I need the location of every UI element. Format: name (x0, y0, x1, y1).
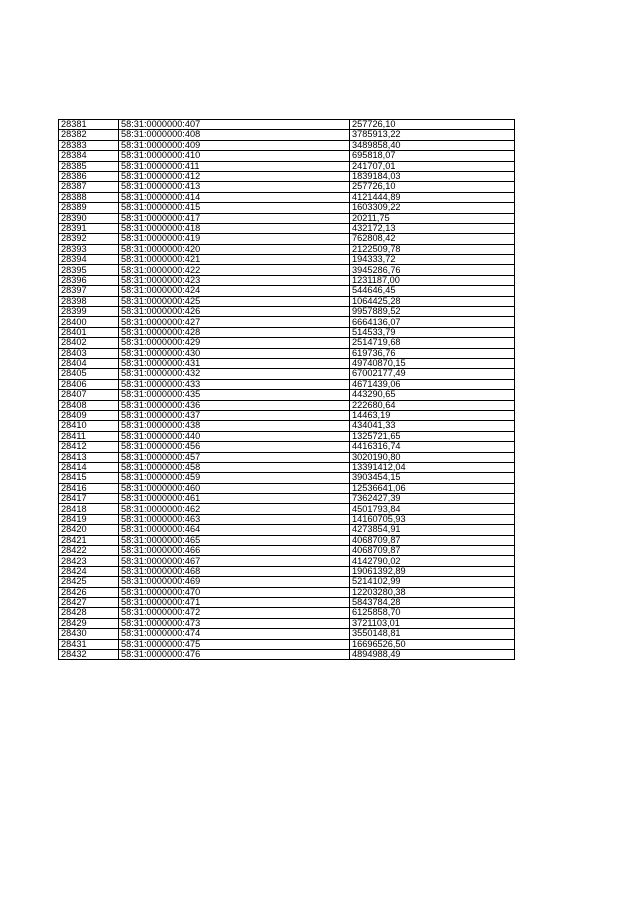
table-row (59, 462, 515, 472)
row-number-cell: 28395 (59, 265, 119, 275)
value-cell: 432172,13 (350, 223, 515, 233)
row-number-cell: 28382 (59, 130, 119, 140)
row-number-cell: 28423 (59, 556, 119, 566)
table-row (59, 203, 515, 213)
value-cell: 4142790,02 (350, 556, 515, 566)
value-cell: 14160705,93 (350, 514, 515, 524)
row-number-cell: 28397 (59, 286, 119, 296)
row-number-cell: 28417 (59, 494, 119, 504)
table-row (59, 161, 515, 171)
table-row (59, 390, 515, 400)
cadastral-number-cell: 58:31:0000000:459 (119, 473, 350, 483)
cadastral-number-cell: 58:31:0000000:462 (119, 504, 350, 514)
table-row (59, 338, 515, 348)
table-row (59, 504, 515, 514)
row-number-cell: 28412 (59, 442, 119, 452)
row-number-cell: 28391 (59, 223, 119, 233)
value-cell: 4894988,49 (350, 649, 515, 659)
cadastral-number-cell: 58:31:0000000:461 (119, 494, 350, 504)
value-cell: 4068709,87 (350, 535, 515, 545)
cadastral-number-cell: 58:31:0000000:408 (119, 130, 350, 140)
value-cell: 6664136,07 (350, 317, 515, 327)
table-row (59, 296, 515, 306)
row-number-cell: 28384 (59, 151, 119, 161)
value-cell: 695818,07 (350, 151, 515, 161)
value-cell: 5214102,99 (350, 577, 515, 587)
table-row (59, 608, 515, 618)
table-row (59, 618, 515, 628)
value-cell: 3785913,22 (350, 130, 515, 140)
row-number-cell: 28428 (59, 608, 119, 618)
row-number-cell: 28381 (59, 120, 119, 130)
row-number-cell: 28383 (59, 140, 119, 150)
row-number-cell: 28426 (59, 587, 119, 597)
table-row (59, 473, 515, 483)
row-number-cell: 28418 (59, 504, 119, 514)
cadastral-number-cell: 58:31:0000000:464 (119, 525, 350, 535)
value-cell: 2122509,78 (350, 244, 515, 254)
table-row (59, 546, 515, 556)
row-number-cell: 28393 (59, 244, 119, 254)
value-cell: 4121444,89 (350, 192, 515, 202)
row-number-cell: 28420 (59, 525, 119, 535)
row-number-cell: 28400 (59, 317, 119, 327)
value-cell: 4273854,91 (350, 525, 515, 535)
value-cell: 194333,72 (350, 255, 515, 265)
row-number-cell: 28413 (59, 452, 119, 462)
table-row (59, 317, 515, 327)
table-row (59, 255, 515, 265)
row-number-cell: 28389 (59, 203, 119, 213)
row-number-cell: 28401 (59, 327, 119, 337)
row-number-cell: 28408 (59, 400, 119, 410)
cadastral-number-cell: 58:31:0000000:425 (119, 296, 350, 306)
table-row (59, 442, 515, 452)
table-row (59, 431, 515, 441)
cadastral-number-cell: 58:31:0000000:471 (119, 597, 350, 607)
value-cell: 3903454,15 (350, 473, 515, 483)
table-row (59, 649, 515, 659)
value-cell: 443290,65 (350, 390, 515, 400)
cadastral-number-cell: 58:31:0000000:414 (119, 192, 350, 202)
row-number-cell: 28388 (59, 192, 119, 202)
value-cell: 241707,01 (350, 161, 515, 171)
value-cell: 257726,10 (350, 182, 515, 192)
cadastral-number-cell: 58:31:0000000:422 (119, 265, 350, 275)
row-number-cell: 28390 (59, 213, 119, 223)
table-row (59, 577, 515, 587)
table-row (59, 130, 515, 140)
row-number-cell: 28407 (59, 390, 119, 400)
value-cell: 2514719,68 (350, 338, 515, 348)
cadastral-number-cell: 58:31:0000000:438 (119, 421, 350, 431)
value-cell: 6125858,70 (350, 608, 515, 618)
table-row (59, 120, 515, 130)
value-cell: 1231187,00 (350, 275, 515, 285)
row-number-cell: 28385 (59, 161, 119, 171)
value-cell: 3489858,40 (350, 140, 515, 150)
row-number-cell: 28404 (59, 358, 119, 368)
row-number-cell: 28402 (59, 338, 119, 348)
value-cell: 4671439,06 (350, 379, 515, 389)
table-row (59, 410, 515, 420)
cadastral-number-cell: 58:31:0000000:431 (119, 358, 350, 368)
cadastral-number-cell: 58:31:0000000:465 (119, 535, 350, 545)
table-row (59, 171, 515, 181)
value-cell: 4501793,84 (350, 504, 515, 514)
table-row (59, 244, 515, 254)
cadastral-number-cell: 58:31:0000000:435 (119, 390, 350, 400)
cadastral-number-cell: 58:31:0000000:430 (119, 348, 350, 358)
table-row (59, 639, 515, 649)
table-row (59, 182, 515, 192)
row-number-cell: 28394 (59, 255, 119, 265)
table-row (59, 379, 515, 389)
row-number-cell: 28406 (59, 379, 119, 389)
row-number-cell: 28414 (59, 462, 119, 472)
cadastral-number-cell: 58:31:0000000:460 (119, 483, 350, 493)
row-number-cell: 28405 (59, 369, 119, 379)
value-cell: 12536641,06 (350, 483, 515, 493)
table-row (59, 514, 515, 524)
row-number-cell: 28398 (59, 296, 119, 306)
cadastral-number-cell: 58:31:0000000:411 (119, 161, 350, 171)
value-cell: 67002177,49 (350, 369, 515, 379)
value-cell: 14463,19 (350, 410, 515, 420)
row-number-cell: 28424 (59, 566, 119, 576)
cadastral-number-cell: 58:31:0000000:426 (119, 307, 350, 317)
value-cell: 12203280,38 (350, 587, 515, 597)
table-row (59, 587, 515, 597)
table-row (59, 265, 515, 275)
table-row (59, 234, 515, 244)
table-row (59, 629, 515, 639)
value-cell: 7362427,39 (350, 494, 515, 504)
cadastral-number-cell: 58:31:0000000:429 (119, 338, 350, 348)
cadastral-number-cell: 58:31:0000000:469 (119, 577, 350, 587)
value-cell: 9957889,52 (350, 307, 515, 317)
table-row (59, 535, 515, 545)
row-number-cell: 28425 (59, 577, 119, 587)
data-table (58, 119, 515, 660)
cadastral-number-cell: 58:31:0000000:463 (119, 514, 350, 524)
table-row (59, 358, 515, 368)
table-body (59, 120, 515, 660)
row-number-cell: 28403 (59, 348, 119, 358)
cadastral-number-cell: 58:31:0000000:424 (119, 286, 350, 296)
value-cell: 3721103,01 (350, 618, 515, 628)
cadastral-number-cell: 58:31:0000000:412 (119, 171, 350, 181)
cadastral-number-cell: 58:31:0000000:457 (119, 452, 350, 462)
cadastral-number-cell: 58:31:0000000:428 (119, 327, 350, 337)
cadastral-number-cell: 58:31:0000000:415 (119, 203, 350, 213)
table-row (59, 307, 515, 317)
cadastral-number-cell: 58:31:0000000:473 (119, 618, 350, 628)
value-cell: 49740870,15 (350, 358, 515, 368)
table-row (59, 452, 515, 462)
value-cell: 1064425,28 (350, 296, 515, 306)
row-number-cell: 28427 (59, 597, 119, 607)
table-row (59, 421, 515, 431)
value-cell: 13391412,04 (350, 462, 515, 472)
value-cell: 1839184,03 (350, 171, 515, 181)
table-row (59, 213, 515, 223)
table-row (59, 151, 515, 161)
table-row (59, 192, 515, 202)
cadastral-number-cell: 58:31:0000000:466 (119, 546, 350, 556)
table-row (59, 566, 515, 576)
value-cell: 16696526,50 (350, 639, 515, 649)
value-cell: 3945286,76 (350, 265, 515, 275)
cadastral-number-cell: 58:31:0000000:433 (119, 379, 350, 389)
value-cell: 514533,79 (350, 327, 515, 337)
row-number-cell: 28431 (59, 639, 119, 649)
row-number-cell: 28411 (59, 431, 119, 441)
cadastral-number-cell: 58:31:0000000:440 (119, 431, 350, 441)
value-cell: 20211,75 (350, 213, 515, 223)
row-number-cell: 28386 (59, 171, 119, 181)
row-number-cell: 28409 (59, 410, 119, 420)
row-number-cell: 28387 (59, 182, 119, 192)
table-row (59, 327, 515, 337)
cadastral-number-cell: 58:31:0000000:475 (119, 639, 350, 649)
row-number-cell: 28416 (59, 483, 119, 493)
value-cell: 544646,45 (350, 286, 515, 296)
cadastral-number-cell: 58:31:0000000:409 (119, 140, 350, 150)
cadastral-number-cell: 58:31:0000000:470 (119, 587, 350, 597)
table-row (59, 494, 515, 504)
table-row (59, 597, 515, 607)
cadastral-number-cell: 58:31:0000000:437 (119, 410, 350, 420)
cadastral-number-cell: 58:31:0000000:476 (119, 649, 350, 659)
cadastral-number-cell: 58:31:0000000:474 (119, 629, 350, 639)
cadastral-number-cell: 58:31:0000000:458 (119, 462, 350, 472)
table-row (59, 369, 515, 379)
cadastral-number-cell: 58:31:0000000:436 (119, 400, 350, 410)
table-row (59, 400, 515, 410)
row-number-cell: 28399 (59, 307, 119, 317)
cadastral-number-cell: 58:31:0000000:410 (119, 151, 350, 161)
table-row (59, 483, 515, 493)
value-cell: 3020190,80 (350, 452, 515, 462)
row-number-cell: 28392 (59, 234, 119, 244)
row-number-cell: 28429 (59, 618, 119, 628)
cadastral-number-cell: 58:31:0000000:467 (119, 556, 350, 566)
value-cell: 19061392,89 (350, 566, 515, 576)
table-row (59, 525, 515, 535)
row-number-cell: 28422 (59, 546, 119, 556)
cadastral-number-cell: 58:31:0000000:407 (119, 120, 350, 130)
value-cell: 1325721,65 (350, 431, 515, 441)
cadastral-number-cell: 58:31:0000000:423 (119, 275, 350, 285)
cadastral-number-cell: 58:31:0000000:468 (119, 566, 350, 576)
value-cell: 257726,10 (350, 120, 515, 130)
value-cell: 434041,33 (350, 421, 515, 431)
table-row (59, 223, 515, 233)
table-row (59, 286, 515, 296)
value-cell: 762808,42 (350, 234, 515, 244)
value-cell: 5843784,28 (350, 597, 515, 607)
value-cell: 4416316,74 (350, 442, 515, 452)
cadastral-number-cell: 58:31:0000000:419 (119, 234, 350, 244)
row-number-cell: 28415 (59, 473, 119, 483)
cadastral-number-cell: 58:31:0000000:420 (119, 244, 350, 254)
table-row (59, 140, 515, 150)
cadastral-number-cell: 58:31:0000000:432 (119, 369, 350, 379)
value-cell: 619736,76 (350, 348, 515, 358)
value-cell: 4068709,87 (350, 546, 515, 556)
cadastral-number-cell: 58:31:0000000:421 (119, 255, 350, 265)
cadastral-number-cell: 58:31:0000000:456 (119, 442, 350, 452)
row-number-cell: 28432 (59, 649, 119, 659)
row-number-cell: 28396 (59, 275, 119, 285)
cadastral-number-cell: 58:31:0000000:427 (119, 317, 350, 327)
row-number-cell: 28419 (59, 514, 119, 524)
row-number-cell: 28430 (59, 629, 119, 639)
row-number-cell: 28410 (59, 421, 119, 431)
table-row (59, 275, 515, 285)
table-row (59, 348, 515, 358)
value-cell: 222680,64 (350, 400, 515, 410)
value-cell: 3550148,81 (350, 629, 515, 639)
table-row (59, 556, 515, 566)
cadastral-number-cell: 58:31:0000000:472 (119, 608, 350, 618)
cadastral-number-cell: 58:31:0000000:417 (119, 213, 350, 223)
row-number-cell: 28421 (59, 535, 119, 545)
value-cell: 1603309,22 (350, 203, 515, 213)
cadastral-number-cell: 58:31:0000000:418 (119, 223, 350, 233)
cadastral-number-cell: 58:31:0000000:413 (119, 182, 350, 192)
